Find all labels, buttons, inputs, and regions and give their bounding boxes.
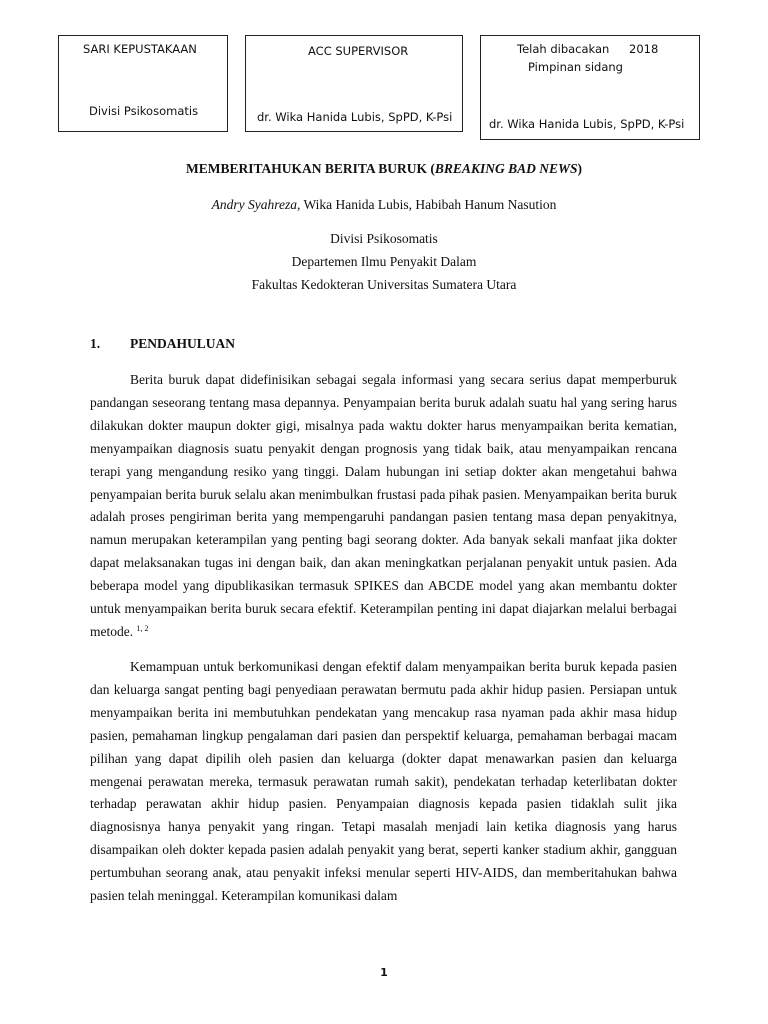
author-first: Andry Syahreza: [211, 197, 297, 212]
page-number: 1: [380, 966, 388, 979]
header-box-acc-supervisor: [245, 35, 463, 132]
title-italic: BREAKING BAD NEWS: [434, 161, 578, 176]
header-box3-line3: dr. Wika Hanida Lubis, SpPD, K-Psi: [489, 117, 685, 131]
section-heading: [90, 336, 235, 352]
header-box3-line1: Telah dibacakan: [517, 42, 610, 56]
header-box3-year: 2018: [629, 42, 659, 56]
title-suffix: ): [577, 161, 582, 176]
header-box2-line1: ACC SUPERVISOR: [308, 44, 409, 58]
document-title: [0, 161, 768, 177]
paragraph-text: Kemampuan untuk berkomunikasi dengan efektif dalam menyampaikan berita buruk kepada pasien dan keluarga sangat penting bagi penyediaan perawatan bermutu pada akhir hidup pasien. Persiapan untuk menyampaikan berita ini membutuhkan pendekatan yang mencakup rasa nyaman pada akhir masa hidup pasien, pemahaman lingkup pengalaman dari pasien dan perspektif keluarga, pemahaman berbagai macam pilihan yang dapat dipilih oleh pasien dan keluarga (dokter dapat menawarkan pasien dan keluarga mengenai perawatan mereka, termasuk perawatan rumah sakit), pendekatan terhadap keterlibatan dokter terhadap perawatan akhir hidup pasien. Penyampaian diagnosis kepada pasien tidaklah sulit jika diagnosisnya hanya penyakit yang ringan. Tetapi masalah menjadi lain ketika diagnosis yang harus disampaikan oleh dokter kepada pasien adalah penyakit yang berat, seperti kanker stadium akhir, gangguan pertumbuhan seorang anak, atau penyakit infeksi menular seperti HIV-AIDS, dan memberitahukan bahwa pasien telah meninggal. Keterampilan komunikasi dalam: [90, 659, 677, 904]
affiliation-line: Departemen Ilmu Penyakit Dalam: [291, 254, 477, 269]
paragraph: [90, 369, 677, 644]
paragraph-text: Berita buruk dapat didefinisikan sebagai segala informasi yang secara serius dapat memperburuk pandangan seseorang tentang masa depannya. Penyampaian berita buruk adalah suatu hal yang sering harus dilakukan dokter maupun dokter gigi, misalnya pada waktu dokter harus menyampaikan berita kematian, menyampaikan diagnosis suatu penyakit dengan prognosis yang tidak baik, atau menyampaikan rencana terapi yang mengandung resiko yang tinggi. Dalam hubungan ini setiap dokter akan mengetahui bahwa penyampaian berita buruk selalu akan menimbulkan frustasi pada pihak pasien. Menyampaikan berita buruk adalah proses pengiriman berita yang mempengaruhi pandangan pasien tentang masa depan penyakitnya, namun merupakan keterampilan yang penting bagi seorang dokter. Ada banyak sekali manfaat jika dokter dapat melaksanakan tugas ini dengan baik, dan akan meningkatkan perjalanan penyakit untuk pasien. Ada beberapa model yang dipublikasikan termasuk SPIKES dan ABCDE model yang akan membantu dokter untuk menyampaikan berita buruk secara efektif. Keterampilan penting ini dapat diajarkan melalui berbagai metode.: [90, 372, 677, 639]
header-box3-line2: Pimpinan sidang: [528, 60, 623, 74]
section-title: PENDAHULUAN: [130, 336, 236, 351]
affiliation-line: Fakultas Kedokteran Universitas Sumatera Utara: [251, 277, 517, 292]
author-line: [0, 197, 768, 213]
author-rest: , Wika Hanida Lubis, Habibah Hanum Nasution: [296, 197, 557, 212]
title-prefix: MEMBERITAHUKAN BERITA BURUK (: [186, 161, 435, 176]
citation-ref: 1, 2: [136, 623, 149, 633]
header-box2-line2: dr. Wika Hanida Lubis, SpPD, K-Psi: [257, 110, 453, 124]
header-box1-line2: Divisi Psikosomatis: [89, 104, 199, 118]
paragraph: [90, 656, 677, 908]
affiliation-line: Divisi Psikosomatis: [330, 231, 438, 246]
header-box-sari-kepustakaan: [58, 35, 228, 132]
section-number: 1.: [90, 336, 101, 351]
header-box1-line1: SARI KEPUSTAKAAN: [83, 42, 197, 56]
header-box-telah-dibacakan: [480, 35, 700, 140]
